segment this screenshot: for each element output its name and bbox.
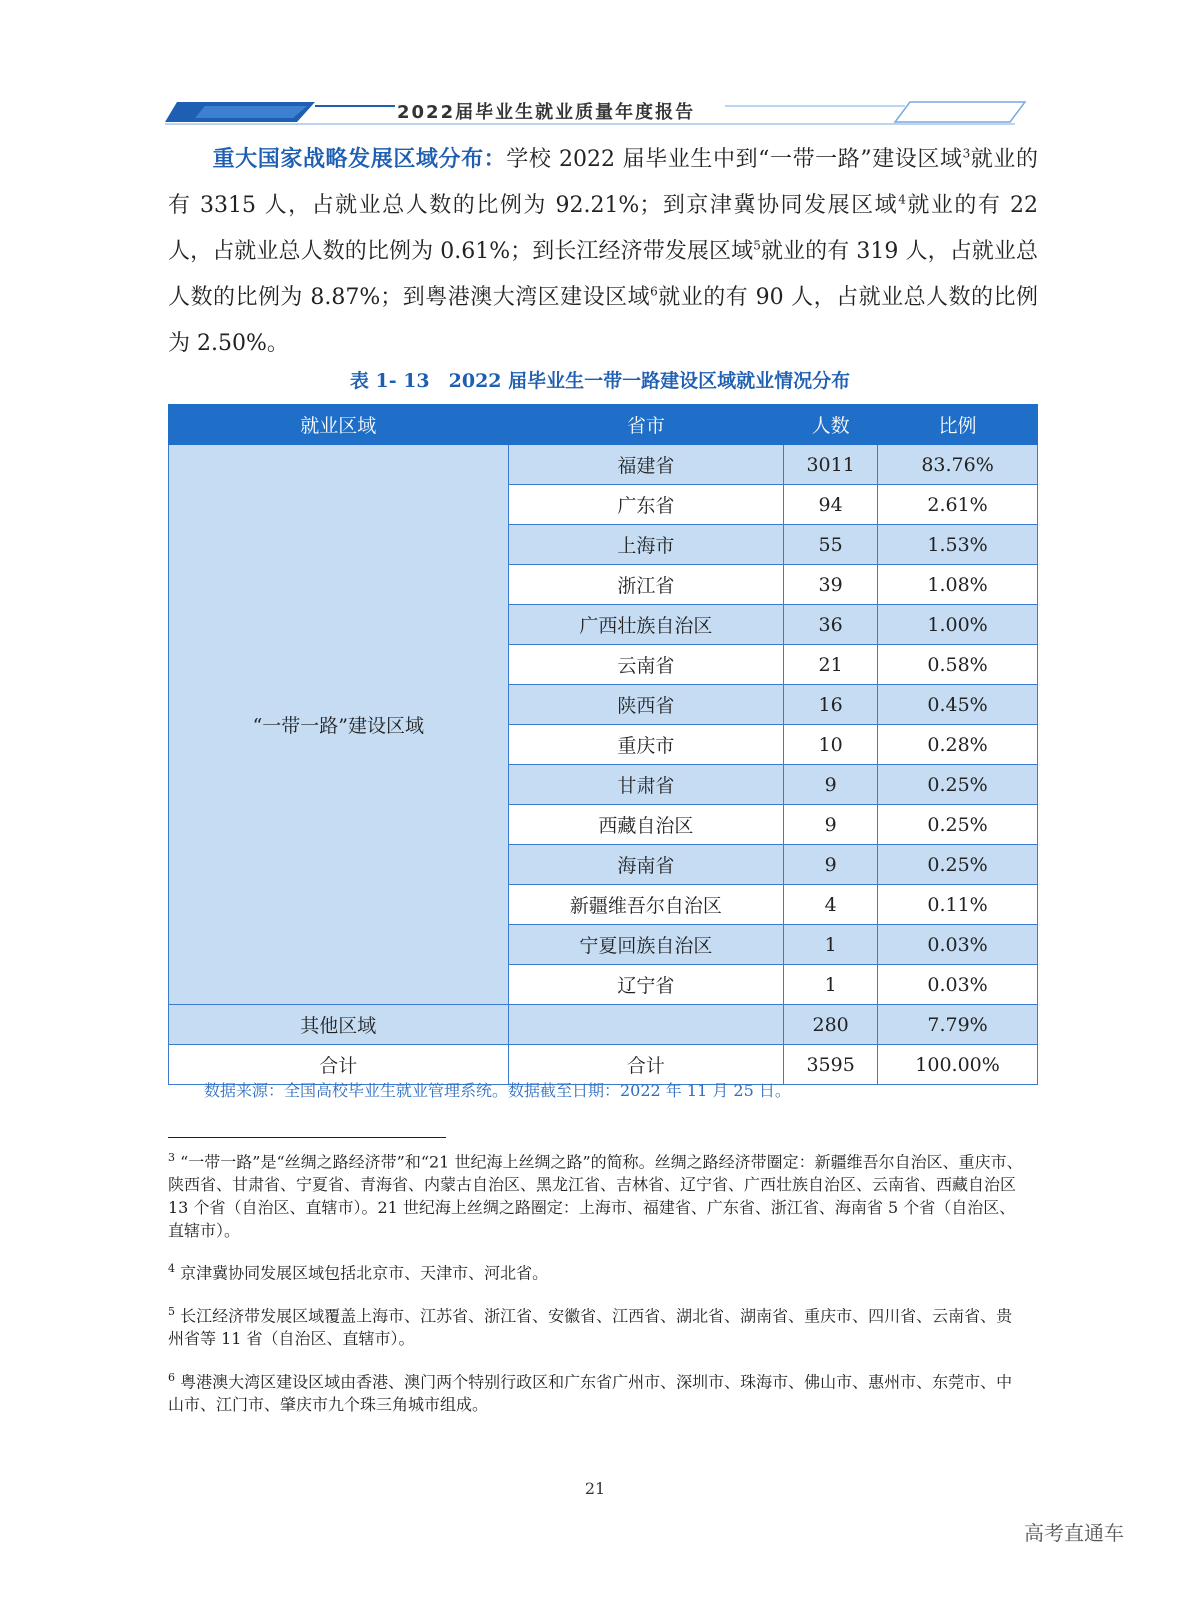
ratio-cell: 0.03% xyxy=(878,965,1038,1005)
footnote-text: “一带一路”是“丝绸之路经济带”和“21 世纪海上丝绸之路”的简称。丝绸之路经济带圈定：新疆维吾尔自治区、重庆市、陕西省、甘肃省、宁夏省、青海省、内蒙古自治区、黑龙江省、吉林省、辽宁省、广西壮族自治区、云南省、西藏自治区 13 个省（自治区、直辖市）。21 世纪海上丝绸之路圈定：上海市、福建省、广东省、浙江省、海南省 5 个省（自治区、直辖市）。 xyxy=(168,1152,1023,1241)
ratio-cell: 0.58% xyxy=(878,645,1038,685)
header-region: 就业区域 xyxy=(169,405,509,445)
province-cell: 福建省 xyxy=(508,445,784,485)
count-cell: 16 xyxy=(784,685,878,725)
footnote-mark: 4 xyxy=(168,1262,175,1275)
paragraph-text-4: 就业的有 319 人，占就业总人数的比例为 8.87%；到粤港澳大湾区建设区域 xyxy=(168,239,1038,310)
count-cell: 39 xyxy=(784,565,878,605)
ratio-cell: 2.61% xyxy=(878,485,1038,525)
count-cell: 9 xyxy=(784,765,878,805)
footnote-4 xyxy=(168,1257,1028,1284)
province-cell: 新疆维吾尔自治区 xyxy=(508,885,784,925)
province-cell: 海南省 xyxy=(508,845,784,885)
province-cell xyxy=(508,1005,784,1045)
region-cell: “一带一路”建设区域 xyxy=(169,445,509,1005)
footnote-3 xyxy=(168,1146,1028,1242)
footnote-ref-4: 4 xyxy=(898,192,906,207)
count-cell: 21 xyxy=(784,645,878,685)
employment-distribution-table xyxy=(168,404,1038,1085)
ratio-cell: 7.79% xyxy=(878,1005,1038,1045)
count-cell: 9 xyxy=(784,845,878,885)
ratio-cell: 0.28% xyxy=(878,725,1038,765)
province-cell: 陕西省 xyxy=(508,685,784,725)
count-cell: 3595 xyxy=(784,1045,878,1085)
footnote-mark: 6 xyxy=(168,1371,175,1384)
table-header-row xyxy=(169,405,1038,445)
page-number: 21 xyxy=(584,1479,606,1498)
province-cell: 西藏自治区 xyxy=(508,805,784,845)
ratio-cell: 0.11% xyxy=(878,885,1038,925)
footnote-mark: 5 xyxy=(168,1305,175,1318)
footnote-mark: 3 xyxy=(168,1151,175,1164)
paragraph-text-2: 就业的有 3315 人，占就业总人数的比例为 92.21%；到京津冀协同发展区域 xyxy=(168,147,1038,218)
count-cell: 1 xyxy=(784,965,878,1005)
count-cell: 4 xyxy=(784,885,878,925)
paragraph-text-5: 就业的有 90 人，占就业总人数的比例为 2.50%。 xyxy=(168,285,1039,356)
ratio-cell: 0.25% xyxy=(878,805,1038,845)
count-cell: 280 xyxy=(784,1005,878,1045)
count-cell: 3011 xyxy=(784,445,878,485)
province-cell: 宁夏回族自治区 xyxy=(508,925,784,965)
footnote-6 xyxy=(168,1366,1028,1416)
count-cell: 94 xyxy=(784,485,878,525)
province-cell: 重庆市 xyxy=(508,725,784,765)
region-cell: 其他区域 xyxy=(169,1005,509,1045)
footnote-5 xyxy=(168,1300,1028,1350)
province-cell: 广东省 xyxy=(508,485,784,525)
header-count: 人数 xyxy=(784,405,878,445)
footnote-ref-5: 5 xyxy=(753,238,761,253)
table-caption: 表 1- 13 2022 届毕业生一带一路建设区域就业情况分布 xyxy=(349,370,851,392)
footnote-divider xyxy=(168,1137,446,1138)
ratio-cell: 1.00% xyxy=(878,605,1038,645)
count-cell: 9 xyxy=(784,805,878,845)
province-cell: 广西壮族自治区 xyxy=(508,605,784,645)
table-row xyxy=(169,445,1038,485)
header-ratio: 比例 xyxy=(878,405,1038,445)
footnote-ref-6: 6 xyxy=(650,284,658,299)
ratio-cell: 0.25% xyxy=(878,765,1038,805)
province-cell: 浙江省 xyxy=(508,565,784,605)
count-cell: 36 xyxy=(784,605,878,645)
count-cell: 1 xyxy=(784,925,878,965)
other-row xyxy=(169,1005,1038,1045)
count-cell: 10 xyxy=(784,725,878,765)
ratio-cell: 1.08% xyxy=(878,565,1038,605)
data-source-note: 数据来源：全国高校毕业生就业管理系统。数据截至日期：2022 年 11 月 25 日。 xyxy=(204,1081,791,1100)
footnote-text: 长江经济带发展区域覆盖上海市、江苏省、浙江省、安徽省、江西省、湖北省、湖南省、重庆市、四川省、云南省、贵州省等 11 省（自治区、直辖市）。 xyxy=(168,1306,1013,1349)
ratio-cell: 0.45% xyxy=(878,685,1038,725)
ratio-cell: 0.03% xyxy=(878,925,1038,965)
province-cell: 甘肃省 xyxy=(508,765,784,805)
watermark: 高考直通车 xyxy=(1024,1521,1124,1545)
paragraph-lead: 重大国家战略发展区域分布： xyxy=(212,146,507,172)
footnote-text: 粤港澳大湾区建设区域由香港、澳门两个特别行政区和广东省广州市、深圳市、珠海市、佛山市、惠州市、东莞市、中山市、江门市、肇庆市九个珠三角城市组成。 xyxy=(168,1372,1013,1415)
paragraph-text-1: 学校 2022 届毕业生中到“一带一路”建设区域 xyxy=(506,147,963,172)
body-paragraph xyxy=(168,136,1038,367)
ratio-cell: 1.53% xyxy=(878,525,1038,565)
page-header xyxy=(165,96,1035,136)
header-title: 2022届毕业生就业质量年度报告 xyxy=(397,102,696,123)
ratio-cell: 0.25% xyxy=(878,845,1038,885)
province-cell: 合计 xyxy=(508,1045,784,1085)
province-cell: 上海市 xyxy=(508,525,784,565)
ratio-cell: 100.00% xyxy=(878,1045,1038,1085)
footnote-ref-3: 3 xyxy=(962,146,971,161)
region-cell: 合计 xyxy=(169,1045,509,1085)
ratio-cell: 83.76% xyxy=(878,445,1038,485)
province-cell: 辽宁省 xyxy=(508,965,784,1005)
header-province: 省市 xyxy=(508,405,784,445)
count-cell: 55 xyxy=(784,525,878,565)
province-cell: 云南省 xyxy=(508,645,784,685)
footnote-text: 京津冀协同发展区域包括北京市、天津市、河北省。 xyxy=(180,1263,549,1283)
paragraph-text-3: 就业的有 22 人，占就业总人数的比例为 0.61%；到长江经济带发展区域 xyxy=(168,193,1038,264)
